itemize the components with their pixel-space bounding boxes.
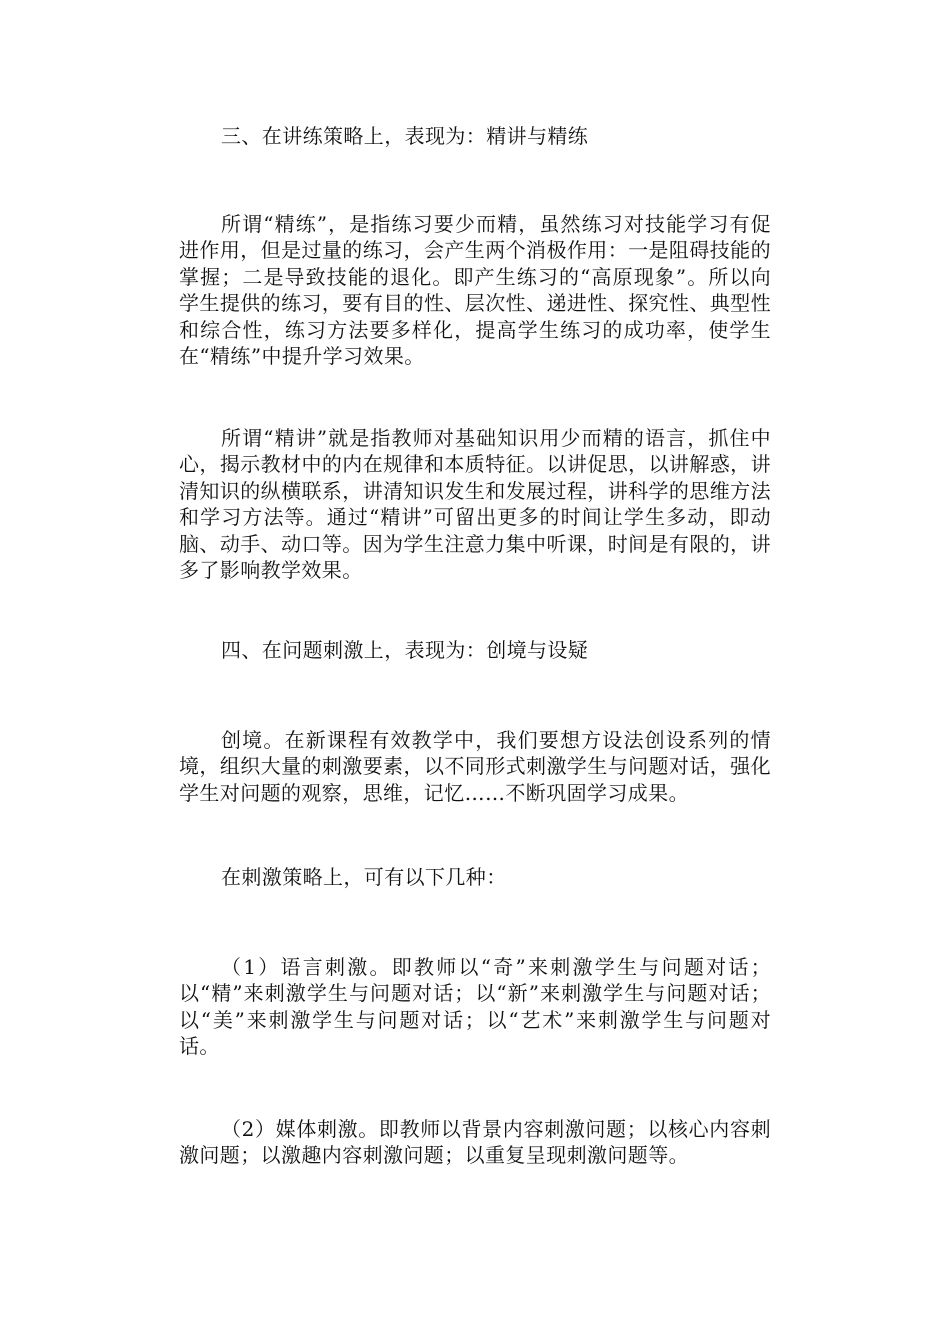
paragraph-strategies-intro: 在刺激策略上，可有以下几种： bbox=[221, 865, 507, 889]
section-heading-3: 三、在讲练策略上，表现为：精讲与精练 bbox=[221, 124, 589, 148]
paragraph-jinglian: 所谓“精练”，是指练习要少而精，虽然练习对技能学习有促进作用，但是过量的练习，会产生两个消极作用：一是阻碍技能的掌握；二是导致技能的退化。即产生练习的“高原现象”。所以向学生提供的练习，要有目的性、层次性、递进性、探究性、典型性和综合性，练习方法要多样化，提高学生练习的成功率，使学生在“精练”中提升学习效果。 bbox=[179, 212, 771, 369]
list-item-media-stimulus: （2）媒体刺激。即教师以背景内容刺激问题；以核心内容刺激问题；以激趣内容刺激问题；以重复呈现刺激问题等。 bbox=[179, 1117, 771, 1168]
paragraph-jingjiang: 所谓“精讲”就是指教师对基础知识用少而精的语言，抓住中心，揭示教材中的内在规律和本质特征。以讲促思，以讲解惑，讲清知识的纵横联系，讲清知识发生和发展过程，讲科学的思维方法和学习方法等。通过“精讲”可留出更多的时间让学生多动，即动脑、动手、动口等。因为学生注意力集中听课，时间是有限的，讲多了影响教学效果。 bbox=[179, 426, 771, 583]
list-item-language-stimulus: （1）语言刺激。即教师以“奇”来刺激学生与问题对话；以“精”来刺激学生与问题对话；以“新”来刺激学生与问题对话；以“美”来刺激学生与问题对话；以“艺术”来刺激学生与问题对话。 bbox=[179, 955, 771, 1059]
section-heading-4: 四、在问题刺激上，表现为：创境与设疑 bbox=[221, 638, 589, 662]
paragraph-chuangjing: 创境。在新课程有效教学中，我们要想方设法创设系列的情境，组织大量的刺激要素，以不同形式刺激学生与问题对话，强化学生对问题的观察，思维，记忆……不断巩固学习成果。 bbox=[179, 728, 771, 805]
